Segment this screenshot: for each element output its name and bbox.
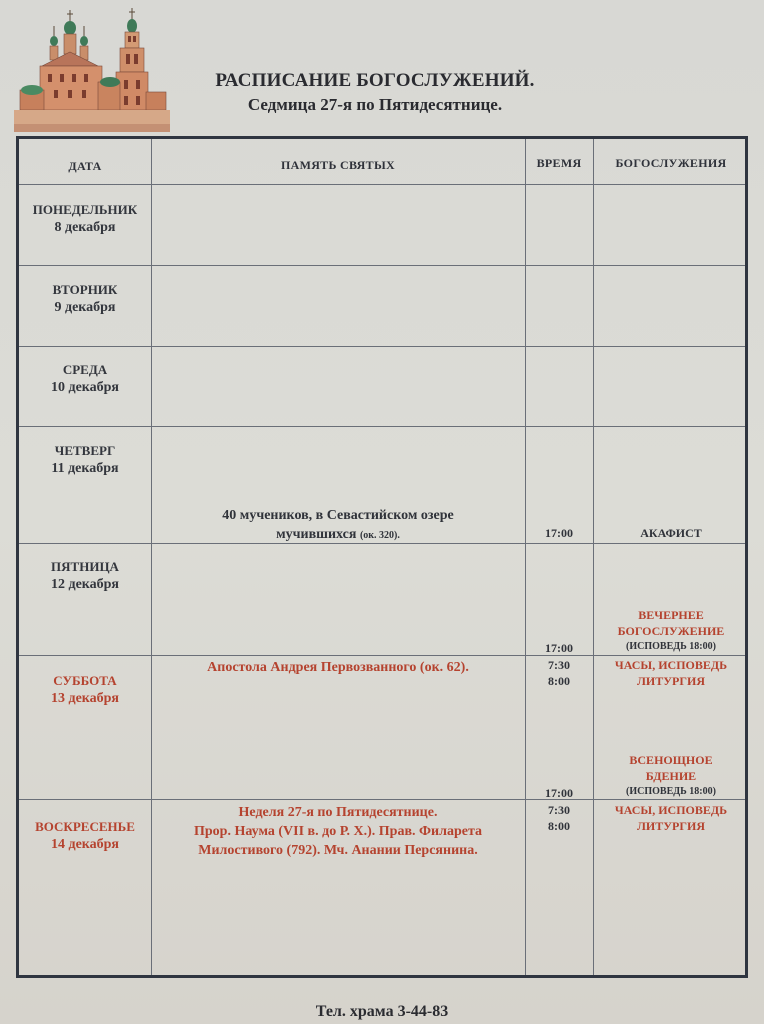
- row-divider: [19, 426, 745, 427]
- column-header-date: ДАТА: [68, 159, 102, 173]
- date-label: 11 декабря: [51, 461, 119, 476]
- time-saturday: [525, 657, 593, 689]
- time-saturday-evening: 17:00: [545, 786, 573, 800]
- time-sunday: [525, 802, 593, 834]
- day-wednesday: [19, 361, 151, 397]
- day-friday: [19, 558, 151, 594]
- day-tuesday: [19, 281, 151, 317]
- service-line: ВЕЧЕРНЕЕ: [638, 608, 704, 622]
- saints-line: мучившихся (ок. 320).: [276, 527, 400, 542]
- date-label: 14 декабря: [50, 837, 119, 852]
- service-thursday: АКАФИСТ: [640, 526, 702, 540]
- weekday-label: ВТОРНИК: [52, 282, 118, 297]
- saints-line: Неделя 27-я по Пятидесятнице.: [238, 805, 438, 820]
- date-label: 13 декабря: [50, 691, 119, 706]
- column-header-saints: ПАМЯТЬ СВЯТЫХ: [280, 158, 396, 172]
- day-sunday: [19, 818, 151, 854]
- row-divider: [19, 184, 745, 185]
- service-saturday: [593, 657, 749, 689]
- column-header-time: ВРЕМЯ: [536, 156, 582, 170]
- row-divider: [19, 265, 745, 266]
- day-monday: [19, 201, 151, 237]
- saints-line: Прор. Наума (VII в. до Р. Х.). Прав. Филарета: [193, 824, 482, 839]
- time-entry: 7:30: [548, 658, 570, 672]
- schedule-table: [16, 136, 748, 978]
- service-note: (ИСПОВЕДЬ 18:00): [626, 786, 716, 797]
- time-friday: 17:00: [545, 641, 573, 655]
- date-label: 8 декабря: [54, 220, 116, 235]
- weekday-label: ПОНЕДЕЛЬНИК: [32, 202, 138, 217]
- date-label: 12 декабря: [50, 577, 119, 592]
- service-line: ЛИТУРГИЯ: [636, 674, 706, 688]
- service-saturday-evening: [593, 752, 749, 800]
- service-line: БОГОСЛУЖЕНИЕ: [617, 624, 725, 638]
- saints-saturday: Апостола Андрея Первозванного (ок. 62).: [207, 660, 469, 675]
- church-illustration: [14, 6, 170, 136]
- page-subtitle: Седмица 27-я по Пятидесятнице.: [247, 95, 503, 114]
- service-line: ЧАСЫ, ИСПОВЕДЬ: [614, 658, 728, 672]
- service-friday: [593, 607, 749, 655]
- weekday-label: ПЯТНИЦА: [51, 559, 119, 574]
- time-entry: 7:30: [548, 803, 570, 817]
- weekday-label: СУББОТА: [53, 673, 117, 688]
- service-line: БДЕНИЕ: [645, 769, 697, 783]
- service-sunday: [593, 802, 749, 834]
- row-divider: [19, 346, 745, 347]
- column-header-services: БОГОСЛУЖЕНИЯ: [615, 156, 727, 170]
- church-phone: Тел. храма 3-44-83: [315, 1003, 449, 1020]
- saints-line: Милостивого (792). Мч. Анании Персянина.: [198, 843, 478, 858]
- date-label: 9 декабря: [54, 300, 116, 315]
- row-divider: [19, 655, 745, 656]
- time-entry: 8:00: [548, 819, 570, 833]
- weekday-label: ЧЕТВЕРГ: [54, 443, 116, 458]
- saints-sunday: [151, 803, 525, 860]
- saints-note: (ок. 320).: [359, 530, 400, 541]
- service-note: (ИСПОВЕДЬ 18:00): [626, 641, 716, 652]
- service-line: ЧАСЫ, ИСПОВЕДЬ: [614, 803, 728, 817]
- day-saturday: [19, 672, 151, 708]
- service-line: ВСЕНОЩНОЕ: [629, 753, 713, 767]
- saints-thursday: [151, 506, 525, 545]
- weekday-label: СРЕДА: [62, 362, 108, 377]
- saints-line: 40 мучеников, в Севастийском озере: [222, 508, 454, 523]
- page-title: РАСПИСАНИЕ БОГОСЛУЖЕНИЙ.: [215, 70, 535, 91]
- date-label: 10 декабря: [50, 380, 119, 395]
- service-line: ЛИТУРГИЯ: [636, 819, 706, 833]
- time-entry: 8:00: [548, 674, 570, 688]
- weekday-label: ВОСКРЕСЕНЬЕ: [35, 819, 135, 834]
- time-thursday: 17:00: [545, 526, 573, 540]
- day-thursday: [19, 442, 151, 478]
